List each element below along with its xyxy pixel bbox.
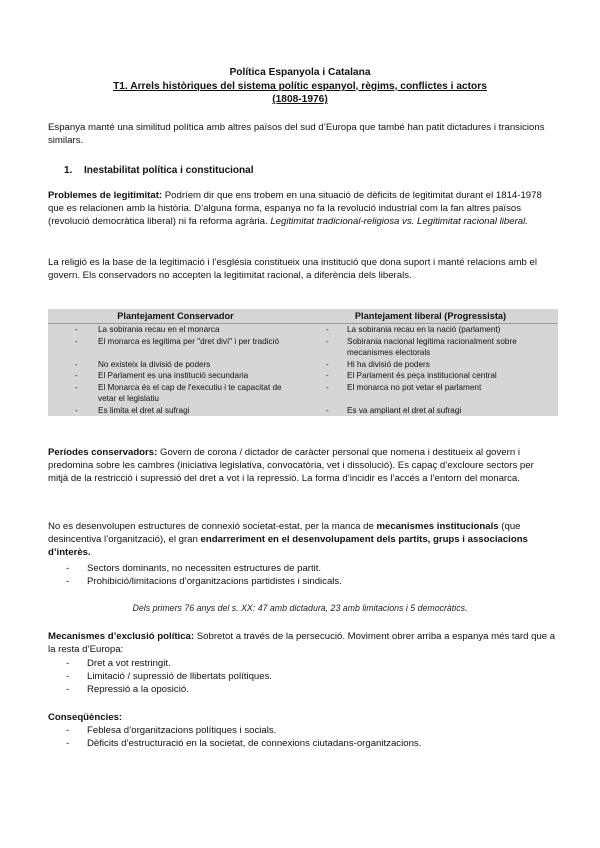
exclusion-label: Mecanismes d’exclusió política: [48, 631, 195, 642]
conservative-periods-text: Govern de corona / dictador de caràcter personal que nomena i destitueix al govern i predomina sobre les cambres (iniciativa legislativa, convocatòria, vet i dissolució). Es capaç d’excloure sectors per mitjà de la restricció i supressió del dret a vot i la repressió. La forma d’incidir es l’accés a l’entorn del monarca. [48, 447, 534, 485]
table-cell: Es va ampliant el dret al sufragi [347, 405, 462, 415]
comparison-table [48, 309, 558, 416]
section-number: 1. [64, 165, 73, 176]
exclusion-list [66, 657, 556, 696]
table-row: - El Parlament es una institució secundaria - El Parlament és peça institucional central [75, 371, 497, 380]
table-row: - No existeix la divisió de poders - Hi ha divisió de poders [75, 359, 430, 369]
document-subtitle-line1: T1. Arrels històriques del sistema polític espanyol, règims, conflictes i actors [113, 81, 487, 92]
religion-paragraph: La religió es la base de la legitimació i l’església constitueix una institució que dona suport i manté relacions amb el govern. Els conservadors no accepten la legitimitat racional, a diferència dels liberals. [48, 257, 538, 282]
table-cell: La sobirania recau en el monarca [98, 325, 220, 334]
list-item: - Sectors dominants, no necessiten estructures de partit. [66, 563, 322, 574]
structures-list [66, 562, 556, 588]
table-row: - El Monarca és el cap de l'executiu i te capacitat de vetar el legislatiu - El monarca no pot vetar el parlament [75, 382, 482, 403]
section-heading [64, 165, 253, 176]
legitimacy-label: Problemes de legitimitat: [48, 190, 163, 201]
conservative-periods-label: Períodes conservadors: [48, 447, 158, 458]
table-cell: El Parlament es una institució secundaria [98, 371, 249, 380]
table-cell: El Parlament és peça institucional central [347, 371, 497, 380]
table-cell: Hi ha divisió de poders [347, 359, 430, 369]
table-cell: Sobirania nacional legitima racionalment sobre mecanismes electorals [347, 336, 517, 357]
consequences-label: Conseqüències: [48, 712, 123, 723]
table-row: - Es limita el dret al sufragi - Es va ampliant el dret al sufragi [75, 405, 462, 415]
legitimacy-italic: Legitimitat tradicional-religiosa vs. Legitimitat racional liberal. [270, 216, 528, 228]
exclusion-text: Sobretot a través de la persecució. Moviment obrer arriba a espanya més tard que a la resta d’Europa: [48, 631, 556, 656]
table-cell: No existeix la divisió de poders [98, 359, 211, 369]
header-liberal: Plantejament liberal (Progressista) [303, 309, 558, 324]
consequences-list [66, 724, 556, 750]
exclusion-paragraph [48, 630, 556, 656]
table-row: - El monarca es legitima per "dret diví" i per tradició - Sobirania nacional legitima racionalment sobre mecanismes electorals [75, 336, 517, 357]
table-cell: El monarca no pot vetar el parlament [347, 382, 482, 392]
table-cell: El Monarca és el cap de l'executiu i te capacitat de vetar el legislatiu [98, 382, 282, 403]
table-header-row [48, 309, 558, 324]
list-item: - Repressió a la oposició. [66, 684, 189, 695]
list-item: - Prohibició/limitacions d’organitzacions partidistes i sindicals. [66, 576, 342, 587]
legitimacy-text: Podríem dir que ens trobem en una situació de dèficits de legitimitat durant el 1814-1978 que es relacionen amb la història. D’alguna forma, espanya no fa la revolució industrial com la fan altres països (revolució democràtica liberal) ni fa reforma agrària. [48, 190, 542, 228]
conservative-periods-paragraph [48, 446, 556, 486]
structures-paragraph: No es desenvolupen estructures de connexió societat-estat, per la manca de mecanismes institucionals (que desincentiva l’organització), el gran endarreriment en el desenvolupament dels partits, grups i associacions d’interès. [48, 521, 528, 559]
document-subtitle-line2: (1808-1976) [272, 94, 328, 105]
statistics-quote: Dels primers 76 anys del s. XX: 47 amb dictadura, 23 amb limitacions i 5 democràtics. [132, 603, 468, 613]
header-conservative: Plantejament Conservador [48, 309, 303, 324]
list-item: - Dèficits d’estructuració en la societat, de connexions ciutadans-organitzacions. [66, 738, 422, 749]
document-title: Política Espanyola i Catalana [229, 67, 371, 78]
table-cell: El monarca es legitima per "dret diví" i per tradició [98, 336, 280, 346]
table-cell: La sobirania recau en la nació (parlament) [347, 325, 501, 334]
list-item: - Limitació / supressió de llibertats polítiques. [66, 671, 273, 682]
table-row: - La sobirania recau en el monarca - La sobirania recau en la nació (parlament) [75, 325, 501, 334]
intro-paragraph: Espanya manté una similitud política amb altres països del sud d’Europa que també han patit dictadures i transicions similars. [48, 122, 545, 147]
section-title: Inestabilitat política i constitucional [84, 165, 254, 176]
legitimacy-paragraph [48, 189, 556, 229]
list-item: - Dret a vot restringit. [66, 658, 171, 669]
table-cell: Es limita el dret al sufragi [98, 405, 190, 415]
list-item: - Feblesa d’organitzacions polítiques i socials. [66, 725, 277, 736]
